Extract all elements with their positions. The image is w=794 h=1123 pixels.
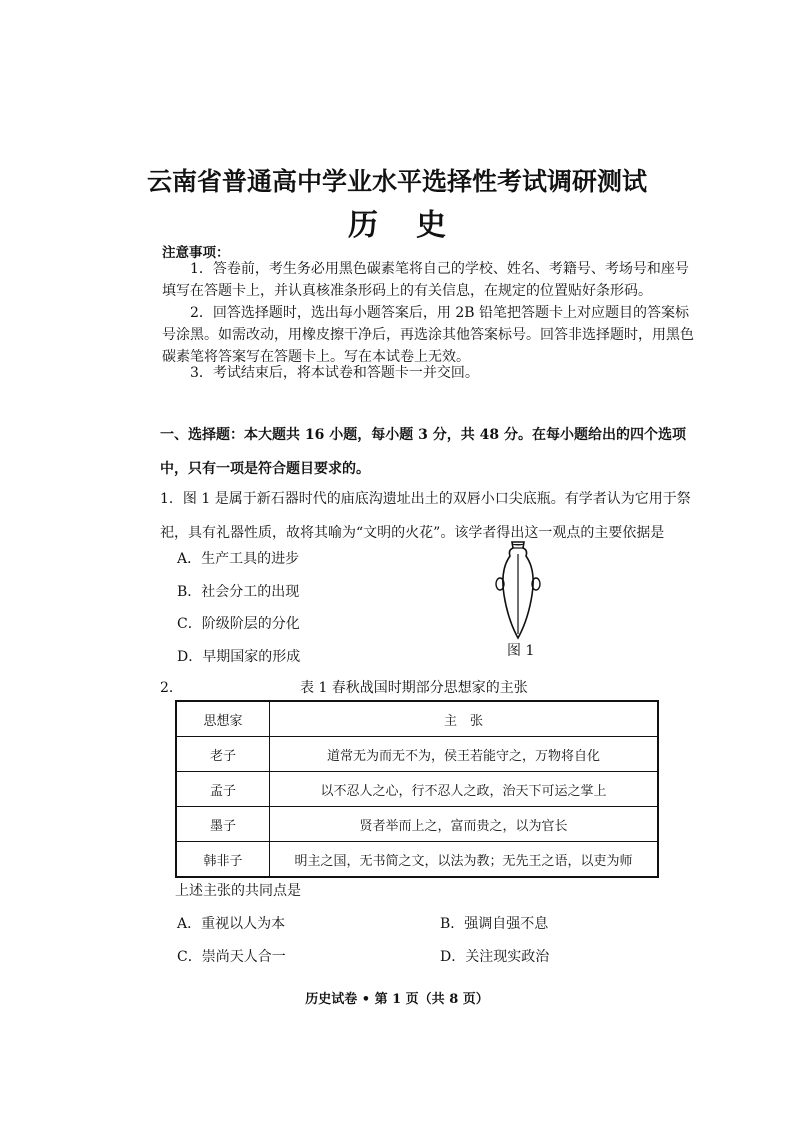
notice-item-1: 1．答卷前，考生务必用黑色碳素笔将自己的学校、姓名、考籍号、考场号和座号填写在答题卡上，并认真核准条形码上的有关信息，在规定的位置贴好条形码。 (162, 261, 689, 299)
table-row (176, 772, 658, 807)
question-1-stem: 1．图 1 是属于新石器时代的庙底沟遗址出土的双唇小口尖底瓶。有学者认为它用于祭祀，具有礼器性质，故将其喻为“文明的火花”。该学者得出这一观点的主要依据是 (160, 491, 691, 541)
notice-item-2: 2．回答选择题时，选出每小题答案后，用 2B 铅笔把答题卡上对应题目的答案标号涂黑。如需改动，用橡皮擦干净后，再选涂其他答案标号。回答非选择题时，用黑色碳素笔将答案写在答题卡上。写在本试卷上无效。 (162, 305, 694, 365)
exam-title: 云南省普通高中学业水平选择性考试调研测试 (146, 167, 647, 196)
table-cell-thinker: 孟子 (176, 772, 270, 807)
thinkers-table (175, 700, 659, 878)
figure-1-label: 图 1 (507, 643, 535, 659)
table-header-proposition: 主 张 (270, 701, 659, 737)
question-2-stem: 上述主张的共同点是 (175, 883, 301, 899)
vase-figure (488, 540, 548, 640)
table-row (176, 842, 658, 878)
table-cell-proposition: 贤者举而上之，富而贵之，以为官长 (270, 807, 659, 842)
question-1-option-d: D．早期国家的形成 (177, 649, 301, 665)
question-1-option-c: C．阶级阶层的分化 (177, 616, 300, 632)
table-cell-proposition: 明主之国，无书简之文，以法为教；无先王之语，以吏为师 (270, 842, 659, 878)
table-row (176, 737, 658, 772)
question-2-number: 2． (160, 680, 183, 696)
question-2-option-b: B．强调自强不息 (440, 916, 549, 932)
question-2-option-c: C．崇尚天人合一 (177, 949, 286, 965)
question-2-option-a: A．重视以人为本 (177, 916, 286, 932)
subject-title: 历史 (348, 208, 484, 243)
question-2-option-d: D．关注现实政治 (440, 949, 550, 965)
question-1-option-b: B．社会分工的出现 (177, 584, 300, 600)
table-cell-thinker: 老子 (176, 737, 270, 772)
table-1-caption: 表 1 春秋战国时期部分思想家的主张 (300, 680, 528, 696)
page-footer: 历史试卷 • 第 1 页（共 8 页） (305, 992, 489, 1007)
notice-heading: 注意事项： (162, 245, 230, 261)
table-row (176, 807, 658, 842)
question-1-option-a: A．生产工具的进步 (177, 551, 300, 567)
table-cell-proposition: 道常无为而无不为，侯王若能守之，万物将自化 (270, 737, 659, 772)
table-header-row (176, 701, 658, 737)
section-heading: 一、选择题：本大题共 16 小题，每小题 3 分，共 48 分。在每小题给出的四个选项中，只有一项是符合题目要求的。 (160, 427, 686, 477)
notice-item-3: 3．考试结束后，将本试卷和答题卡一并交回。 (190, 365, 479, 381)
table-header-thinker: 思想家 (176, 701, 270, 737)
table-cell-proposition: 以不忍人之心，行不忍人之政，治天下可运之掌上 (270, 772, 659, 807)
table-cell-thinker: 墨子 (176, 807, 270, 842)
table-cell-thinker: 韩非子 (176, 842, 270, 878)
